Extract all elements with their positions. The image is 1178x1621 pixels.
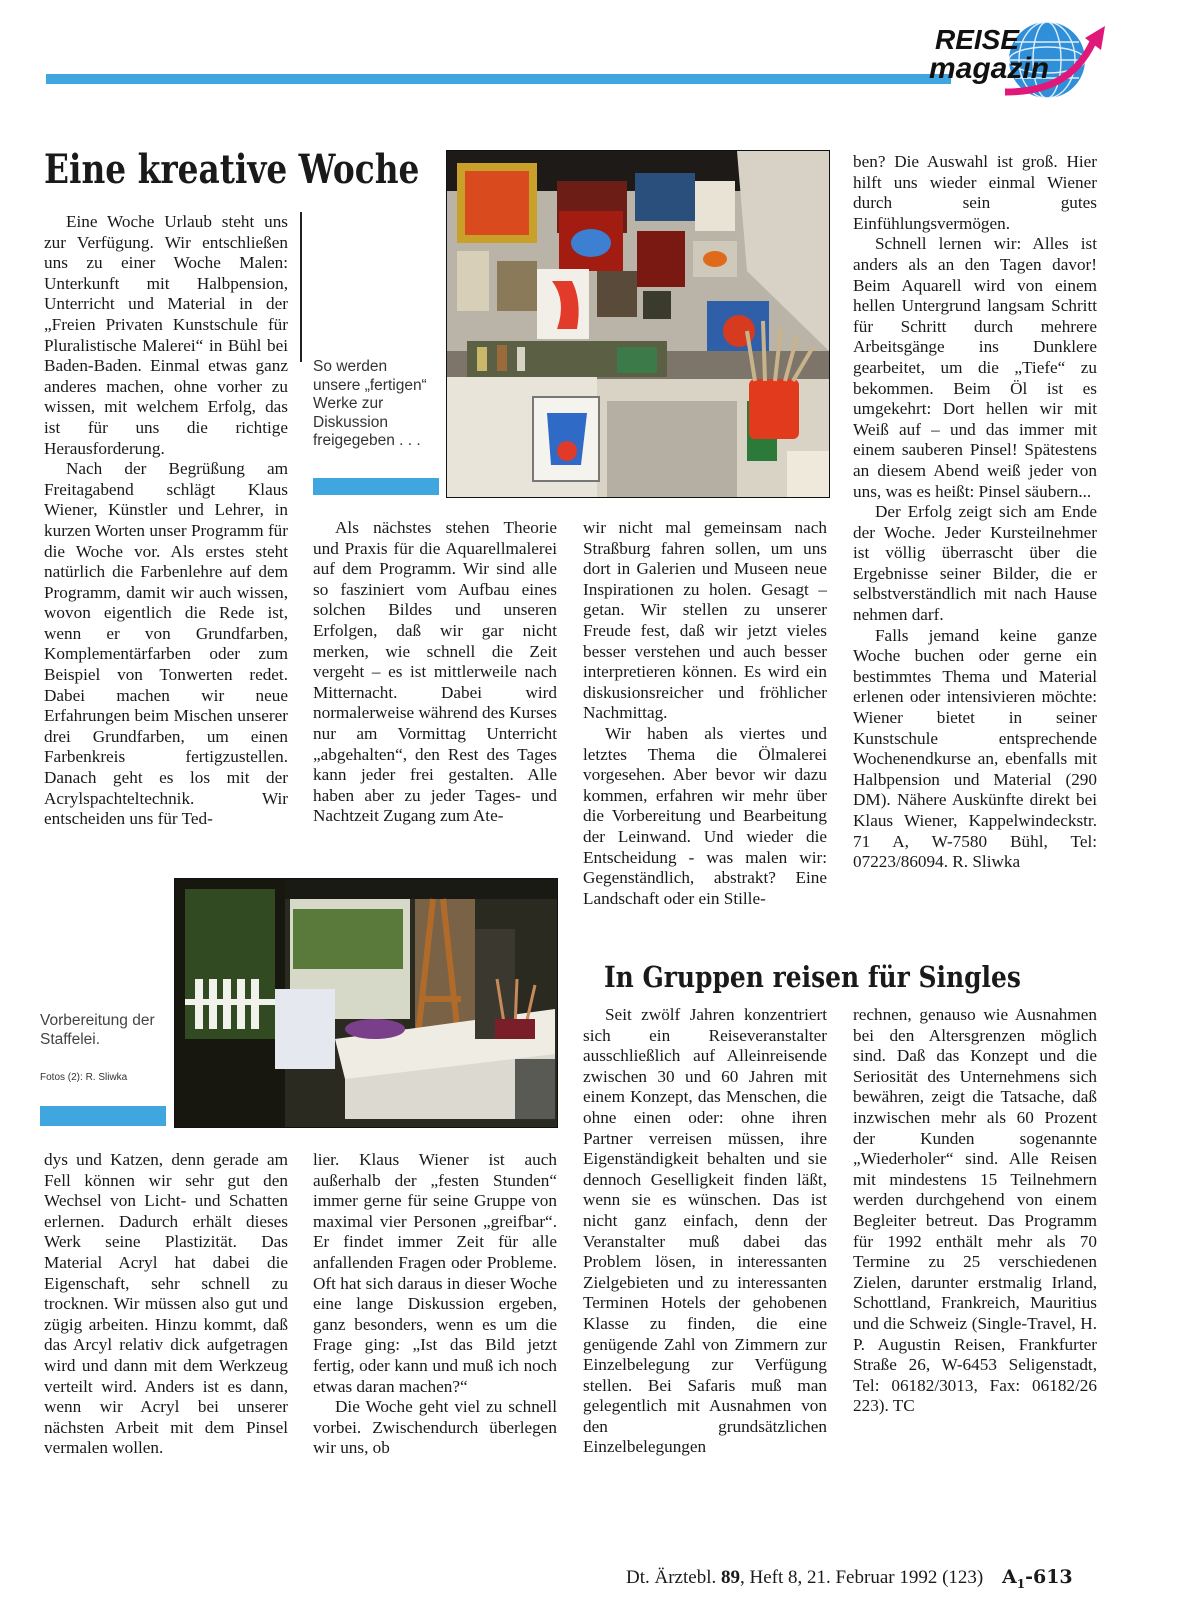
- paragraph: Wir haben als viertes und letztes Thema die Ölmalerei vorgesehen. Aber bevor wir dazu kommen, erfahren wir mehr über die Vorbereitung und Bearbeitung der Leinwand. Und wieder die Entscheidung - was malen wir: Gegenständlich, abstrakt? Eine Landschaft oder ein Stille-: [583, 723, 827, 908]
- paragraph: wir nicht mal gemeinsam nach Straßburg fahren sollen, um uns dort in Galerien und Museen neue Inspirationen zu holen. Gesagt – getan. Wir stellen zu unserer Freude fest, daß wir jetzt vieles besser verstehen und auch besser interpretieren können. Es wird ein diskusionsreicher und fröhlicher Nachmittag.: [583, 518, 827, 723]
- paragraph: dys und Katzen, denn gerade am Fell können wir sehr gut den Wechsel von Licht- und Schatten erlernen. Dadurch erhält dieses Werk seine Plastizität. Das Material Acryl hat dabei die Eigenschaft, sehr schnell zu trocknen. Wir müssen also gut und zügig arbeiten. Hinzu kommt, daß das Arcyl relativ dick aufgetragen wird und dann mit dem Werkzeug verteilt wird. Anders ist es dann, wenn wir Acryl bei unserer nächsten Arbeit mit dem Pinsel vermalen wollen.: [44, 1150, 288, 1458]
- article1-col1-bottom: [44, 1150, 288, 1459]
- article1-col1: [44, 212, 288, 830]
- photo-credit: Fotos (2): R. Sliwka: [40, 1072, 128, 1083]
- logo-word-magazin: magazin: [929, 52, 1050, 85]
- article1-col2-top: [313, 518, 557, 827]
- page-footer: [626, 1566, 1073, 1591]
- caption-bar: [313, 478, 439, 495]
- paragraph: rechnen, genauso wie Ausnahmen bei den Altersgrenzen möglich sind. Daß das Konzept und die Seriosität des Unternehmens sich bewähren, zeigt die Tatsache, daß inzwischen mehr als 60 Prozent der Kunden sogenannte „Wiederholer“ sind. Alle Reisen mit mindestens 15 Teilnehmern werden durchgehend von einem Begleiter betreut. Das Programm für 1992 enthält mehr als 70 Termine zu 25 verschiedenen Zielen, darunter erstmalig Irland, Schottland, Frankreich, Mauritius und die Schweiz (Single-Travel, H. P. Augustin Reisen, Frankfurter Straße 26, W-6453 Seligenstadt, Tel: 06182/3013, Fax: 06182/26 223). TC: [853, 1005, 1097, 1416]
- paragraph: Die Woche geht viel zu schnell vorbei. Zwischendurch überlegen wir uns, ob: [313, 1397, 557, 1458]
- column-divider: [300, 212, 302, 362]
- paragraph: Schnell lernen wir: Alles ist anders als an den Tagen davor! Beim Aquarell wird von einem hellen Untergrund langsam Schritt für Schritt durch mehrere Arbeitsgänge ins Dunklere gearbeitet, um die „Tiefe“ zu bekommen. Beim Öl ist es umgekehrt: Dort hellen wir mit Weiß auf – und das immer mit einem sauberen Pinsel! Spätestens an diesem Abend weiß jeder von uns, was es heißt: Pinsel säubern...: [853, 234, 1097, 501]
- article1-col4: [853, 152, 1097, 873]
- caption-bar: [40, 1106, 166, 1126]
- paragraph: Nach der Begrüßung am Freitagabend schlägt Klaus Wiener, Künstler und Lehrer, in kurzen Worten unser Programm für die Woche vor. Als erstes steht natürlich die Farbenlehre auf dem Programm, damit wir auch wissen, wovon eigentlich die Rede ist, wenn er von Grundfarben, Komplementärfarben oder zum Beispiel von Tonwerten redet. Dabei machen wir neue Erfahrungen beim Mischen unserer drei Grundfarben, um einen Farbenkreis fertigzustellen. Danach geht es los mit der Acrylspachteltechnik. Wir entscheiden uns für Ted-: [44, 459, 288, 829]
- journal-volume: 89: [720, 1567, 740, 1588]
- page-number: $A_1-613$: [1002, 1566, 1073, 1591]
- article2-col2: [853, 1005, 1097, 1417]
- photo-caption-works: So werden unsere „fertigen“ Werke zur Diskussion freigegeben . . .: [313, 358, 427, 449]
- easel-photo: [174, 878, 558, 1128]
- article2-title: In Gruppen reisen für Singles: [604, 960, 1021, 994]
- paragraph: Falls jemand keine ganze Woche buchen oder gerne ein bestimmtes Thema und Material erlenen oder intensivieren möchte: Wiener bietet in seiner Kunstschule entsprechende Wochenendkurse an, ebenfalls mit Halbpension und Material (290 DM). Nähere Auskünfte direkt bei Klaus Wiener, Kappelwindeckstr. 71 A, W-7580 Bühl, Tel: 07223/86094. R. Sliwka: [853, 625, 1097, 872]
- issue-info: , Heft 8, 21. Februar 1992 (123): [739, 1567, 984, 1588]
- article-title: Eine kreative Woche: [44, 146, 420, 193]
- paragraph: Eine Woche Urlaub steht uns zur Verfügung. Wir entschließen uns zu einer Woche Malen: Unterkunft mit Halbpension, Unterricht und Material in der „Freien Privaten Kunstschule für Pluralistische Malerei“ in Bühl bei Baden-Baden. Einmal etwas ganz anderes machen, ohne vorher zu wissen, mit welchem Erfolg, das ist für uns die richtige Herausforderung.: [44, 212, 288, 458]
- article1-col3: [583, 518, 827, 909]
- studio-photo: [446, 150, 830, 498]
- journal-name: Dt. Ärztebl.: [626, 1567, 717, 1588]
- article2-col1: [583, 1005, 827, 1458]
- paragraph: Der Erfolg zeigt sich am Ende der Woche. Jeder Kursteilnehmer ist völlig überrascht über die Ergebnisse seiner Bilder, die er selbstverständlich mit nach Hause nehmen darf.: [853, 502, 1097, 625]
- reise-magazin-logo: [929, 20, 1145, 110]
- header-rule: [46, 74, 951, 84]
- paragraph: Als nächstes stehen Theorie und Praxis für die Aquarellmalerei auf dem Programm. Wir sind alle so fasziniert vom Aufbau eines solchen Bildes und unseren Erfolgen, daß wir gar nicht merken, wie schnell die Zeit vergeht – es ist mittlerweile nach Mitternacht. Dabei wird normalerweise während des Kurses nur am Vormittag Unterricht „abgehalten“, den Rest des Tages kann jeder frei gestalten. Alle haben aber zu jeder Tages- und Nachtzeit Zugang zum Ate-: [313, 518, 557, 826]
- paragraph: Seit zwölf Jahren konzentriert sich ein Reiseveranstalter ausschließlich auf Alleinreisende zwischen 30 und 60 Jahren mit einem Konzept, das Menschen, die ohne einen oder: ohne ihren Partner verreisen müssen, ihre Eigenständigkeit behalten und sie dennoch Geselligkeit finden läßt, wenn sie es wünschen. Das ist nicht ganz einfach, denn der Veranstalter muß dabei das Problem lösen, in interessanten Zielgebieten und zu interessanten Terminen Hotels der gehobenen Klasse zu finden, die eine genügende Zahl von Zimmern zur Einzelbelegung zur Verfügung stellen. Bei Safaris muß man gelegentlich mit Ausnahmen von den grundsätzlichen Einzelbelegungen: [583, 1005, 827, 1457]
- paragraph: lier. Klaus Wiener ist auch außerhalb der „festen Stunden“ immer gerne für seine Gruppe von maximal vier Personen „greifbar“. Er findet immer Zeit für alle anfallenden Fragen oder Probleme. Oft hat sich daraus in dieser Woche eine lange Diskussion ergeben, ganz besonders, wenn es um die Frage ging: „Ist das Bild jetzt fertig, oder kann und muß ich noch etwas daran machen?“: [313, 1150, 557, 1396]
- logo-word-reise: REISE: [935, 24, 1020, 55]
- photo-caption-easel: Vorbereitung der Staffelei.: [40, 1012, 155, 1048]
- paragraph: ben? Die Auswahl ist groß. Hier hilft uns wieder einmal Wiener durch sein gutes Einfühlungsvermögen.: [853, 152, 1097, 233]
- article1-col2-bottom: [313, 1150, 557, 1459]
